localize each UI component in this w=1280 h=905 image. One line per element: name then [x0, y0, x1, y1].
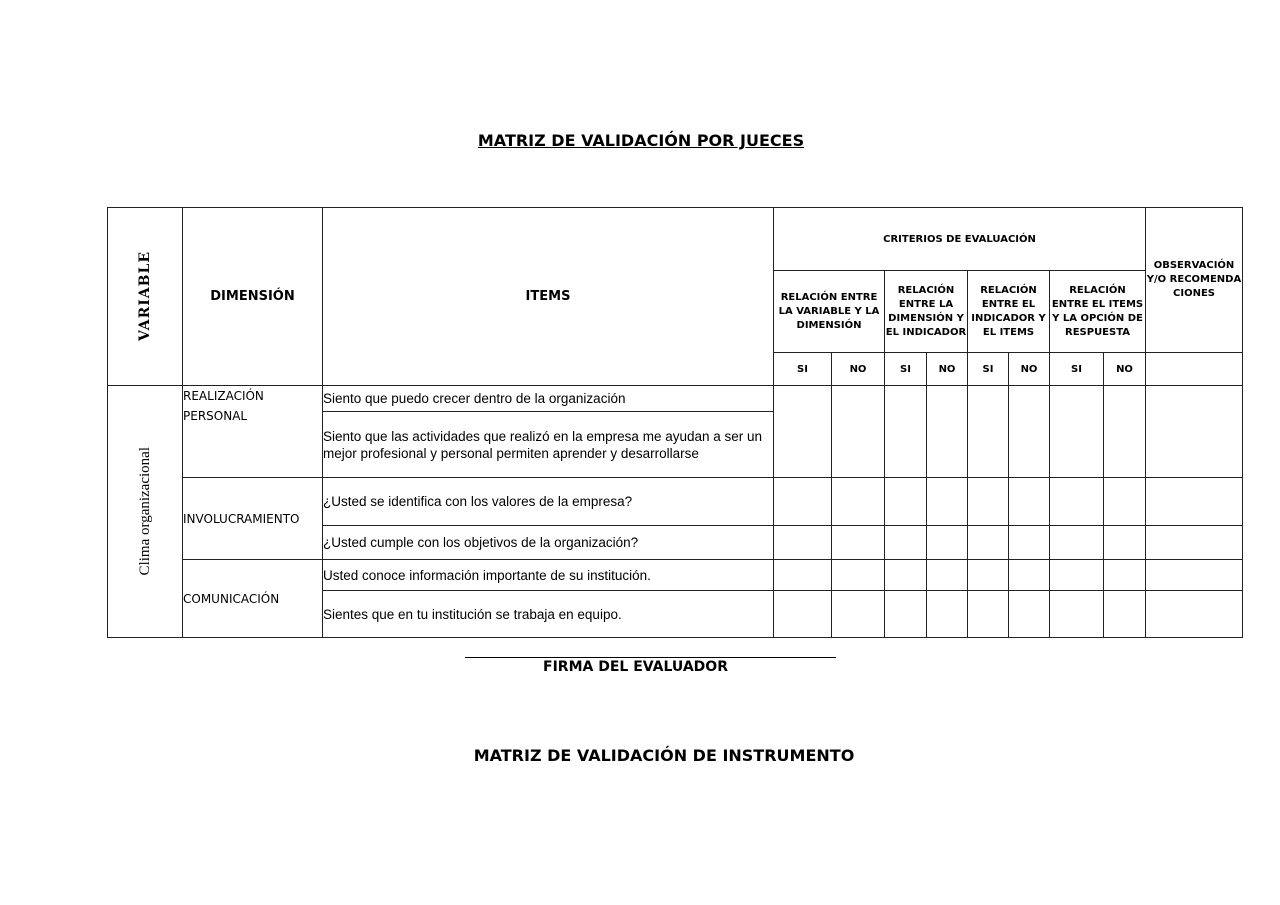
- eval-cell[interactable]: [774, 478, 832, 526]
- item-text: Siento que puedo crecer dentro de la organización: [323, 386, 774, 412]
- table-row: [108, 560, 1243, 591]
- table-row: [108, 478, 1243, 526]
- header-observacion: OBSERVACIÓN Y/O RECOMENDA CIONES: [1146, 208, 1243, 353]
- eval-cell[interactable]: [927, 478, 968, 526]
- signature-line: [465, 657, 836, 658]
- observation-cell[interactable]: [1146, 386, 1243, 478]
- header-no-2: NO: [927, 353, 968, 386]
- item-text: ¿Usted se identifica con los valores de la empresa?: [323, 478, 774, 526]
- eval-cell[interactable]: [1009, 386, 1050, 478]
- dimension-comunicacion: COMUNICACIÓN: [183, 560, 323, 638]
- variable-cell: [108, 386, 183, 638]
- eval-cell[interactable]: [1050, 526, 1104, 560]
- table-row: [108, 386, 1243, 412]
- eval-cell[interactable]: [968, 526, 1009, 560]
- eval-cell[interactable]: [832, 560, 885, 591]
- header-observacion-blank: [1146, 353, 1243, 386]
- eval-cell[interactable]: [1104, 560, 1146, 591]
- observation-cell[interactable]: [1146, 526, 1243, 560]
- eval-cell[interactable]: [774, 591, 832, 638]
- header-no-3: NO: [1009, 353, 1050, 386]
- eval-cell[interactable]: [968, 478, 1009, 526]
- eval-cell[interactable]: [1009, 591, 1050, 638]
- eval-cell[interactable]: [1050, 478, 1104, 526]
- eval-cell[interactable]: [927, 526, 968, 560]
- header-criterio-2: RELACIÓN ENTRE LA DIMENSIÓN Y EL INDICADOR: [885, 271, 968, 353]
- eval-cell[interactable]: [927, 560, 968, 591]
- header-si-1: SI: [774, 353, 832, 386]
- item-text: ¿Usted cumple con los objetivos de la organización?: [323, 526, 774, 560]
- signature-label: FIRMA DEL EVALUADOR: [543, 659, 728, 675]
- dimension-involucramiento: INVOLUCRAMIENTO: [183, 478, 323, 560]
- eval-cell[interactable]: [1104, 591, 1146, 638]
- eval-cell[interactable]: [1009, 560, 1050, 591]
- eval-cell[interactable]: [885, 591, 927, 638]
- eval-cell[interactable]: [1009, 478, 1050, 526]
- eval-cell[interactable]: [885, 560, 927, 591]
- dimension-realizacion: REALIZACIÓN PERSONAL: [183, 386, 323, 478]
- eval-cell[interactable]: [1104, 478, 1146, 526]
- eval-cell[interactable]: [968, 386, 1009, 478]
- eval-cell[interactable]: [774, 386, 832, 478]
- item-text: Siento que las actividades que realizó en la empresa me ayudan a ser un mejor profesional y personal permiten aprender y desarrollarse: [323, 412, 774, 478]
- eval-cell[interactable]: [885, 386, 927, 478]
- eval-cell[interactable]: [774, 560, 832, 591]
- eval-cell[interactable]: [832, 386, 885, 478]
- eval-cell[interactable]: [832, 591, 885, 638]
- eval-cell[interactable]: [968, 591, 1009, 638]
- header-variable: VARIABLE: [137, 251, 153, 342]
- header-si-3: SI: [968, 353, 1009, 386]
- header-variable-cell: [108, 208, 183, 386]
- eval-cell[interactable]: [885, 526, 927, 560]
- eval-cell[interactable]: [1050, 560, 1104, 591]
- eval-cell[interactable]: [1104, 386, 1146, 478]
- page-title: MATRIZ DE VALIDACIÓN POR JUECES: [477, 131, 805, 150]
- eval-cell[interactable]: [968, 560, 1009, 591]
- header-no-1: NO: [832, 353, 885, 386]
- eval-cell[interactable]: [1104, 526, 1146, 560]
- eval-cell[interactable]: [832, 478, 885, 526]
- eval-cell[interactable]: [927, 591, 968, 638]
- eval-cell[interactable]: [774, 526, 832, 560]
- item-text: Sientes que en tu institución se trabaja en equipo.: [323, 591, 774, 638]
- header-si-2: SI: [885, 353, 927, 386]
- observation-cell[interactable]: [1146, 591, 1243, 638]
- observation-cell[interactable]: [1146, 478, 1243, 526]
- eval-cell[interactable]: [1050, 591, 1104, 638]
- eval-cell[interactable]: [885, 478, 927, 526]
- item-text: Usted conoce información importante de su institución.: [323, 560, 774, 591]
- section-title: MATRIZ DE VALIDACIÓN DE INSTRUMENTO: [473, 746, 855, 765]
- observation-cell[interactable]: [1146, 560, 1243, 591]
- validation-matrix: [107, 207, 1243, 638]
- eval-cell[interactable]: [1009, 526, 1050, 560]
- header-no-4: NO: [1104, 353, 1146, 386]
- header-items: ITEMS: [323, 208, 774, 386]
- header-si-4: SI: [1050, 353, 1104, 386]
- header-dimension: DIMENSIÓN: [183, 208, 323, 386]
- header-criterio-1: RELACIÓN ENTRE LA VARIABLE Y LA DIMENSIÓN: [774, 271, 885, 353]
- eval-cell[interactable]: [927, 386, 968, 478]
- header-criterio-3: RELACIÓN ENTRE EL INDICADOR Y EL ITEMS: [968, 271, 1050, 353]
- eval-cell[interactable]: [832, 526, 885, 560]
- eval-cell[interactable]: [1050, 386, 1104, 478]
- header-criterio-4: RELACIÓN ENTRE EL ITEMS Y LA OPCIÓN DE RESPUESTA: [1050, 271, 1146, 353]
- variable-value: Clima organizacional: [136, 447, 153, 576]
- header-criterios: CRITERIOS DE EVALUACIÓN: [774, 208, 1146, 271]
